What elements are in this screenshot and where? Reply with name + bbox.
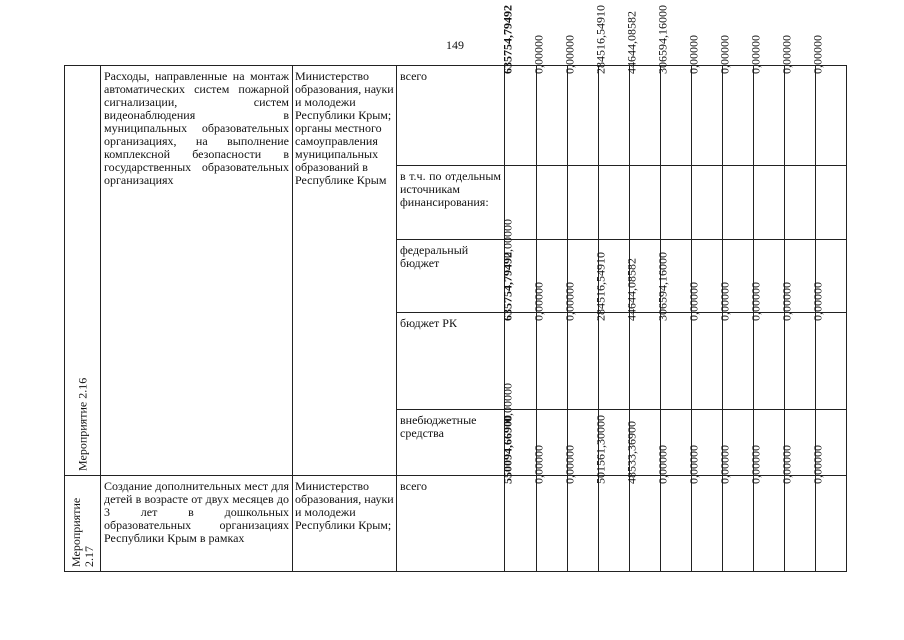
event-label-cell (65, 476, 101, 572)
source-label: в т.ч. по отдельным источникам финансирования: (400, 169, 501, 209)
value-cell (723, 166, 754, 240)
value: 0,00000 (531, 282, 546, 321)
table-row (65, 476, 847, 572)
source-cell (397, 313, 505, 410)
source-cell (397, 476, 505, 572)
value: 0,00000 (748, 445, 763, 484)
value-cell (562, 445, 599, 572)
value-cell (531, 35, 568, 166)
value-cell (593, 252, 630, 410)
event-organization: Министерство образования, науки и молодежи Республики Крым; (295, 479, 394, 532)
value-cell (748, 282, 785, 410)
value: 0,00000 (531, 445, 546, 484)
value: 0,00000 (748, 35, 763, 74)
value: 0,00000 (686, 282, 701, 321)
value-cell (568, 166, 599, 240)
total-value: 0,00000 (500, 219, 514, 258)
event-label-cell (65, 66, 101, 476)
value: 48533,36900 (624, 421, 639, 484)
value-cell (686, 35, 723, 166)
value-cell (537, 166, 568, 240)
source-label: всего (400, 69, 428, 83)
value: 0,00000 (748, 282, 763, 321)
value-cell (624, 421, 661, 572)
event-description: Создание дополнительных мест для детей в возрасте от двух месяцев до 3 лет в дошкольных образовательных организациях Республики Крым в рамках (104, 479, 289, 545)
value-cell (810, 282, 847, 410)
value-cell (692, 166, 723, 240)
value: 0,00000 (686, 445, 701, 484)
value: 0,00000 (717, 282, 732, 321)
event-label: Мероприятие 2.16 (75, 377, 89, 471)
value-cell (779, 35, 816, 166)
page-number: 149 (446, 38, 464, 52)
source-cell (397, 240, 505, 313)
value: 0,00000 (562, 282, 577, 321)
value-cell (810, 445, 847, 572)
value: 0,00000 (810, 35, 825, 74)
value-cell (779, 282, 816, 410)
source-label: внебюджетные средства (400, 413, 477, 440)
value: 44644,08582 (624, 11, 639, 74)
total-cell (500, 415, 537, 572)
source-cell (397, 66, 505, 166)
value: 0,00000 (779, 35, 794, 74)
value-cell (655, 5, 692, 166)
total-value: 550094,66900 (500, 415, 514, 484)
value-cell (686, 445, 723, 572)
value: 0,00000 (779, 445, 794, 484)
value-cell (655, 252, 692, 410)
event-organization: Министерство образования, науки и молодежи Республики Крым; органы местного самоуправления муниципальных образований в Республике Крым (295, 69, 394, 187)
value-cell (630, 166, 661, 240)
event-label: Мероприятие 2.17 (68, 497, 96, 567)
value-cell (531, 282, 568, 410)
value-cell (655, 445, 692, 572)
value: 0,00000 (810, 282, 825, 321)
total-value: 635754,79492 (500, 5, 514, 74)
value-cell (624, 11, 661, 166)
description-cell (101, 66, 293, 476)
value-cell (717, 282, 754, 410)
organization-cell (293, 476, 397, 572)
value-cell (754, 166, 785, 240)
value-cell (785, 166, 816, 240)
source-label: всего (400, 479, 428, 493)
value-cell (593, 5, 630, 166)
value-cell (562, 35, 599, 166)
value: 0,00000 (562, 445, 577, 484)
source-label: бюджет РК (400, 316, 457, 330)
table-row (65, 66, 847, 166)
total-value: 635754,79492 (500, 252, 514, 321)
value-cell (748, 35, 785, 166)
value-cell (661, 166, 692, 240)
value: 501561,30000 (593, 415, 608, 484)
value: 0,00000 (779, 282, 794, 321)
value-cell (748, 445, 785, 572)
value-cell (593, 415, 630, 572)
source-cell (397, 410, 505, 476)
value: 0,00000 (810, 445, 825, 484)
value-cell (686, 282, 723, 410)
value-cell (779, 445, 816, 572)
value-cell (810, 35, 847, 166)
value: 284516,54910 (593, 5, 608, 74)
value: 0,00000 (717, 445, 732, 484)
value-cell (717, 445, 754, 572)
value: 0,00000 (655, 445, 670, 484)
value-cell (624, 258, 661, 410)
value: 284516,54910 (593, 252, 608, 321)
value: 306594,16000 (655, 5, 670, 74)
value: 0,00000 (531, 35, 546, 74)
value-cell (816, 166, 847, 240)
value-cell (599, 166, 630, 240)
value: 0,00000 (686, 35, 701, 74)
value-cell (531, 445, 568, 572)
source-cell (397, 166, 505, 240)
value-cell (717, 35, 754, 166)
source-label: федеральный бюджет (400, 243, 469, 270)
total-cell (500, 5, 537, 166)
value: 44644,08582 (624, 258, 639, 321)
value-cell (562, 282, 599, 410)
value: 0,00000 (717, 35, 732, 74)
organization-cell (293, 66, 397, 476)
event-description: Расходы, направленные на монтаж автоматических систем пожарной сигнализации, систем видеонаблюдения в муниципальных образовательных организациях, на выполнение комплексной безопасности в государственных образовательных организациях (104, 69, 289, 187)
value: 306594,16000 (655, 252, 670, 321)
description-cell (101, 476, 293, 572)
total-value: 0,00000 (500, 383, 514, 422)
value: 0,00000 (562, 35, 577, 74)
